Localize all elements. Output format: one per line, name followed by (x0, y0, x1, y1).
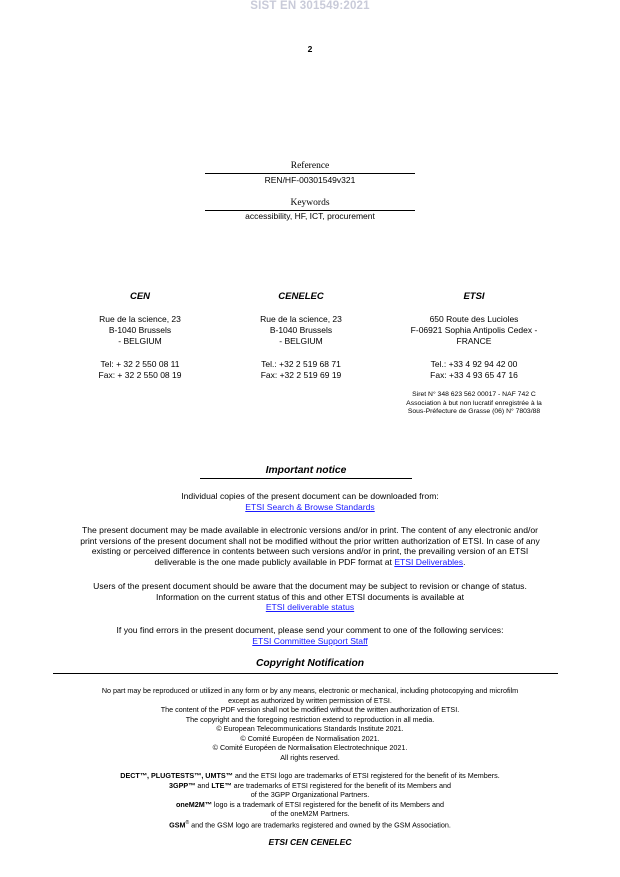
org-address: 650 Route des Lucioles F-06921 Sophia Antipolis Cedex - FRANCE (410, 314, 538, 346)
trademarks-text (40, 771, 580, 829)
org-contacts: Tel: + 32 2 550 08 11 Fax: + 32 2 550 08 19 (98, 359, 182, 380)
copyright-title: Copyright Notification (255, 658, 365, 669)
trademark-line: DECT™, PLUGTESTS™, UMTS™ and the ETSI logo are trademarks of ETSI registered for the benefit of its Members. (120, 771, 500, 780)
org-address: Rue de la science, 23 B-1040 Brussels - BELGIUM (260, 314, 342, 346)
trademark-line: GSM® and the GSM logo are trademarks registered and owned by the GSM Association. (169, 819, 451, 829)
download-paragraph: Individual copies of the present document can be downloaded from: ETSI Search & Browse Standards (181, 491, 439, 512)
org-etsi (390, 291, 558, 417)
etsi-support-staff-link[interactable]: ETSI Committee Support Staff (252, 635, 368, 646)
reference-label: Reference (290, 161, 330, 171)
org-cen (70, 291, 210, 381)
org-name: CENELEC (278, 291, 324, 302)
important-notice-title: Important notice (265, 465, 347, 476)
org-name: CEN (129, 291, 151, 302)
copyright-text: No part may be reproduced or utilized in any form or by any means, electronic or mechanical, including photocopying and microfilm except as authorized by written permission of ETSI. The content of the PDF version shall not be modified without the written authorization of ETSI. The copyright and the foregoing restriction extend to reproduction in all media. © European Telecommunications Standards Institute 2021. © Comité Européen de Normalisation 2021. © Comité Européen de Normalisation Electrotechnique 2021. All rights reserved. (101, 686, 519, 762)
trademark-line: of the 3GPP Organizational Partners. (250, 790, 370, 799)
keywords-label: Keywords (290, 198, 330, 208)
important-notice-rule (200, 478, 412, 479)
org-name: ETSI (463, 291, 485, 302)
reference-rule (205, 173, 415, 174)
org-contacts: Tel.: +32 2 519 68 71 Fax: +32 2 519 69 19 (260, 359, 342, 380)
etsi-deliverable-status-link[interactable]: ETSI deliverable status (265, 602, 355, 612)
etsi-search-link[interactable]: ETSI Search & Browse Standards (245, 501, 375, 512)
org-legal-info: Siret N° 348 623 562 00017 - NAF 742 C Association à but non lucratif enregistrée à la Sous-Préfecture de Grasse (06) N° 7803/88 (406, 391, 542, 415)
footer-text: ETSI CEN CENELEC (268, 837, 352, 847)
org-contacts: Tel.: +33 4 92 94 42 00 Fax: +33 4 93 65 47 16 (430, 359, 518, 380)
reference-value: REN/HF-00301549v321 (264, 175, 356, 185)
errors-paragraph: If you find errors in the present document, please send your comment to one of the following services: ETSI Committee Support Staff (116, 625, 504, 646)
keywords-value: accessibility, HF, ICT, procurement (245, 211, 375, 221)
versions-paragraph: The present document may be made available in electronic versions and/or in print. The content of any electronic and/or print versions of the present document shall not be modified without the prior written authorization of ETSI. In case of any existing or perceived difference in contents between such versions and/or in print, the prevailing version of an ETSI deliverable is the one made publicly available in PDF format at ETSI Deliverables. (80, 525, 540, 567)
etsi-deliverables-link[interactable]: ETSI Deliverables (394, 556, 464, 567)
trademark-line: 3GPP™ and LTE™ are trademarks of ETSI registered for the benefit of its Members and (169, 780, 451, 790)
trademark-line: of the oneM2M Partners. (270, 809, 350, 818)
org-cenelec (230, 291, 372, 381)
trademark-line: oneM2M™ logo is a trademark of ETSI registered for the benefit of its Members and (175, 799, 445, 809)
page-number: 2 (307, 44, 313, 54)
copyright-rule (53, 673, 558, 674)
watermark-text: SIST EN 301549:2021 (250, 0, 370, 12)
org-address: Rue de la science, 23 B-1040 Brussels - BELGIUM (99, 314, 181, 346)
status-paragraph: Users of the present document should be aware that the document may be subject to revision or change of status. Information on the current status of this and other ETSI documents is available at ETSI deliverable status (93, 581, 527, 612)
